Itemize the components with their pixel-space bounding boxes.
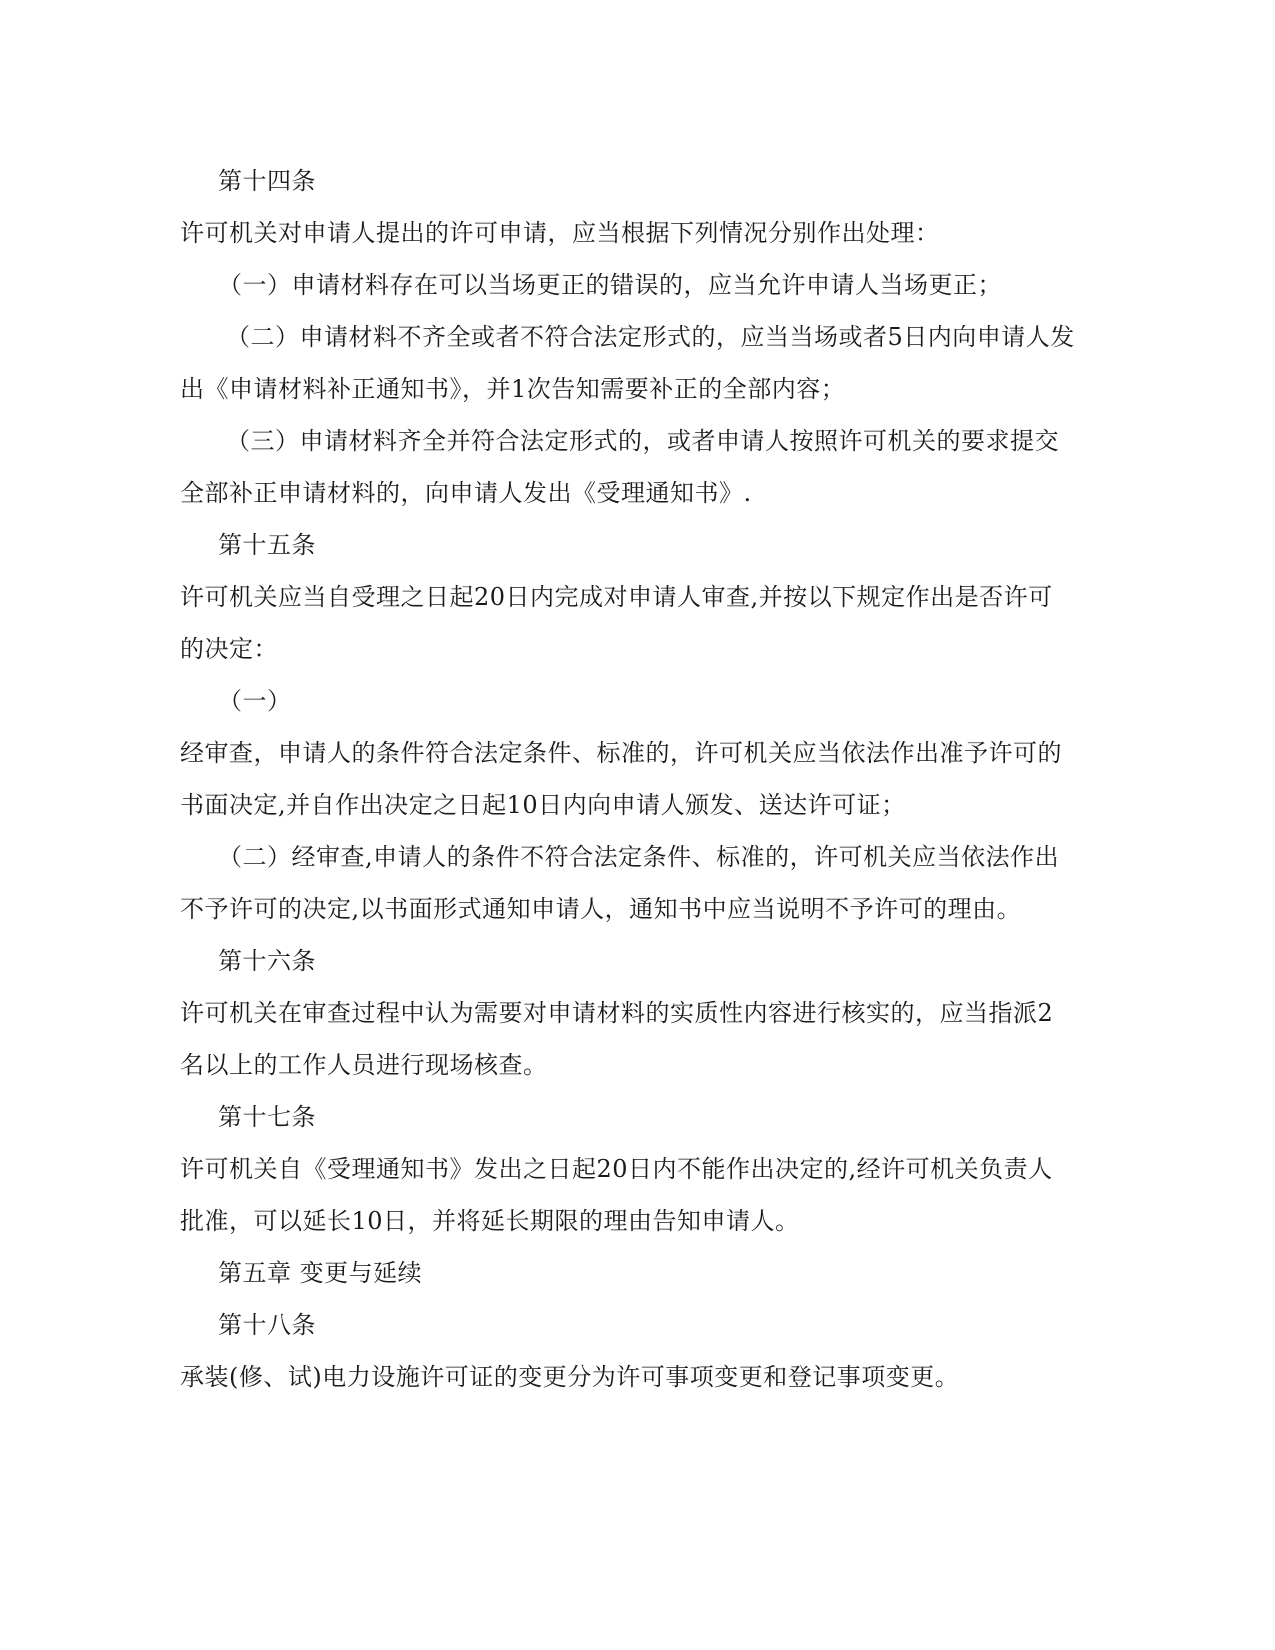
paragraph-line: （二）申请材料不齐全或者不符合法定形式的，应当当场或者5日内向申请人发 xyxy=(226,323,1075,351)
paragraph-line: 名以上的工作人员进行现场核查。 xyxy=(180,1051,548,1079)
chapter-5-heading: 第五章 变更与延续 xyxy=(218,1259,423,1287)
paragraph-line: （三）申请材料齐全并符合法定形式的，或者申请人按照许可机关的要求提交 xyxy=(226,427,1059,455)
paragraph-line: （一） xyxy=(218,687,292,715)
paragraph-line: 出《申请材料补正通知书》，并1次告知需要补正的全部内容； xyxy=(180,375,846,403)
paragraph-line: 许可机关应当自受理之日起20日内完成对申请人审查,并按以下规定作出是否许可 xyxy=(180,583,1053,611)
paragraph-line: 许可机关对申请人提出的许可申请，应当根据下列情况分别作出处理： xyxy=(180,219,940,247)
paragraph-line: 不予许可的决定,以书面形式通知申请人，通知书中应当说明不予许可的理由。 xyxy=(180,895,1022,923)
article-17-heading: 第十七条 xyxy=(218,1103,316,1131)
paragraph-line: 许可机关在审查过程中认为需要对申请材料的实质性内容进行核实的，应当指派2 xyxy=(180,999,1054,1027)
paragraph-line: 承装(修、试)电力设施许可证的变更分为许可事项变更和登记事项变更。 xyxy=(180,1363,960,1391)
paragraph-line: 全部补正申请材料的，向申请人发出《受理通知书》. xyxy=(180,479,752,507)
paragraph-line: 经审查，申请人的条件符合法定条件、标准的，许可机关应当依法作出准予许可的 xyxy=(180,739,1062,767)
article-14-heading: 第十四条 xyxy=(218,167,316,195)
paragraph-line: （二）经审查,申请人的条件不符合法定条件、标准的，许可机关应当依法作出 xyxy=(218,843,1060,871)
article-15-heading: 第十五条 xyxy=(218,531,316,559)
article-16-heading: 第十六条 xyxy=(218,947,316,975)
paragraph-line: 许可机关自《受理通知书》发出之日起20日内不能作出决定的,经许可机关负责人 xyxy=(180,1155,1053,1183)
paragraph-line: 批准，可以延长10日，并将延长期限的理由告知申请人。 xyxy=(180,1207,800,1235)
paragraph-line: 书面决定,并自作出决定之日起10日内向申请人颁发、送达许可证； xyxy=(180,791,906,819)
paragraph-line: （一）申请材料存在可以当场更正的错误的，应当允许申请人当场更正； xyxy=(218,271,1002,299)
paragraph-line: 的决定： xyxy=(180,635,278,663)
article-18-heading: 第十八条 xyxy=(218,1311,316,1339)
